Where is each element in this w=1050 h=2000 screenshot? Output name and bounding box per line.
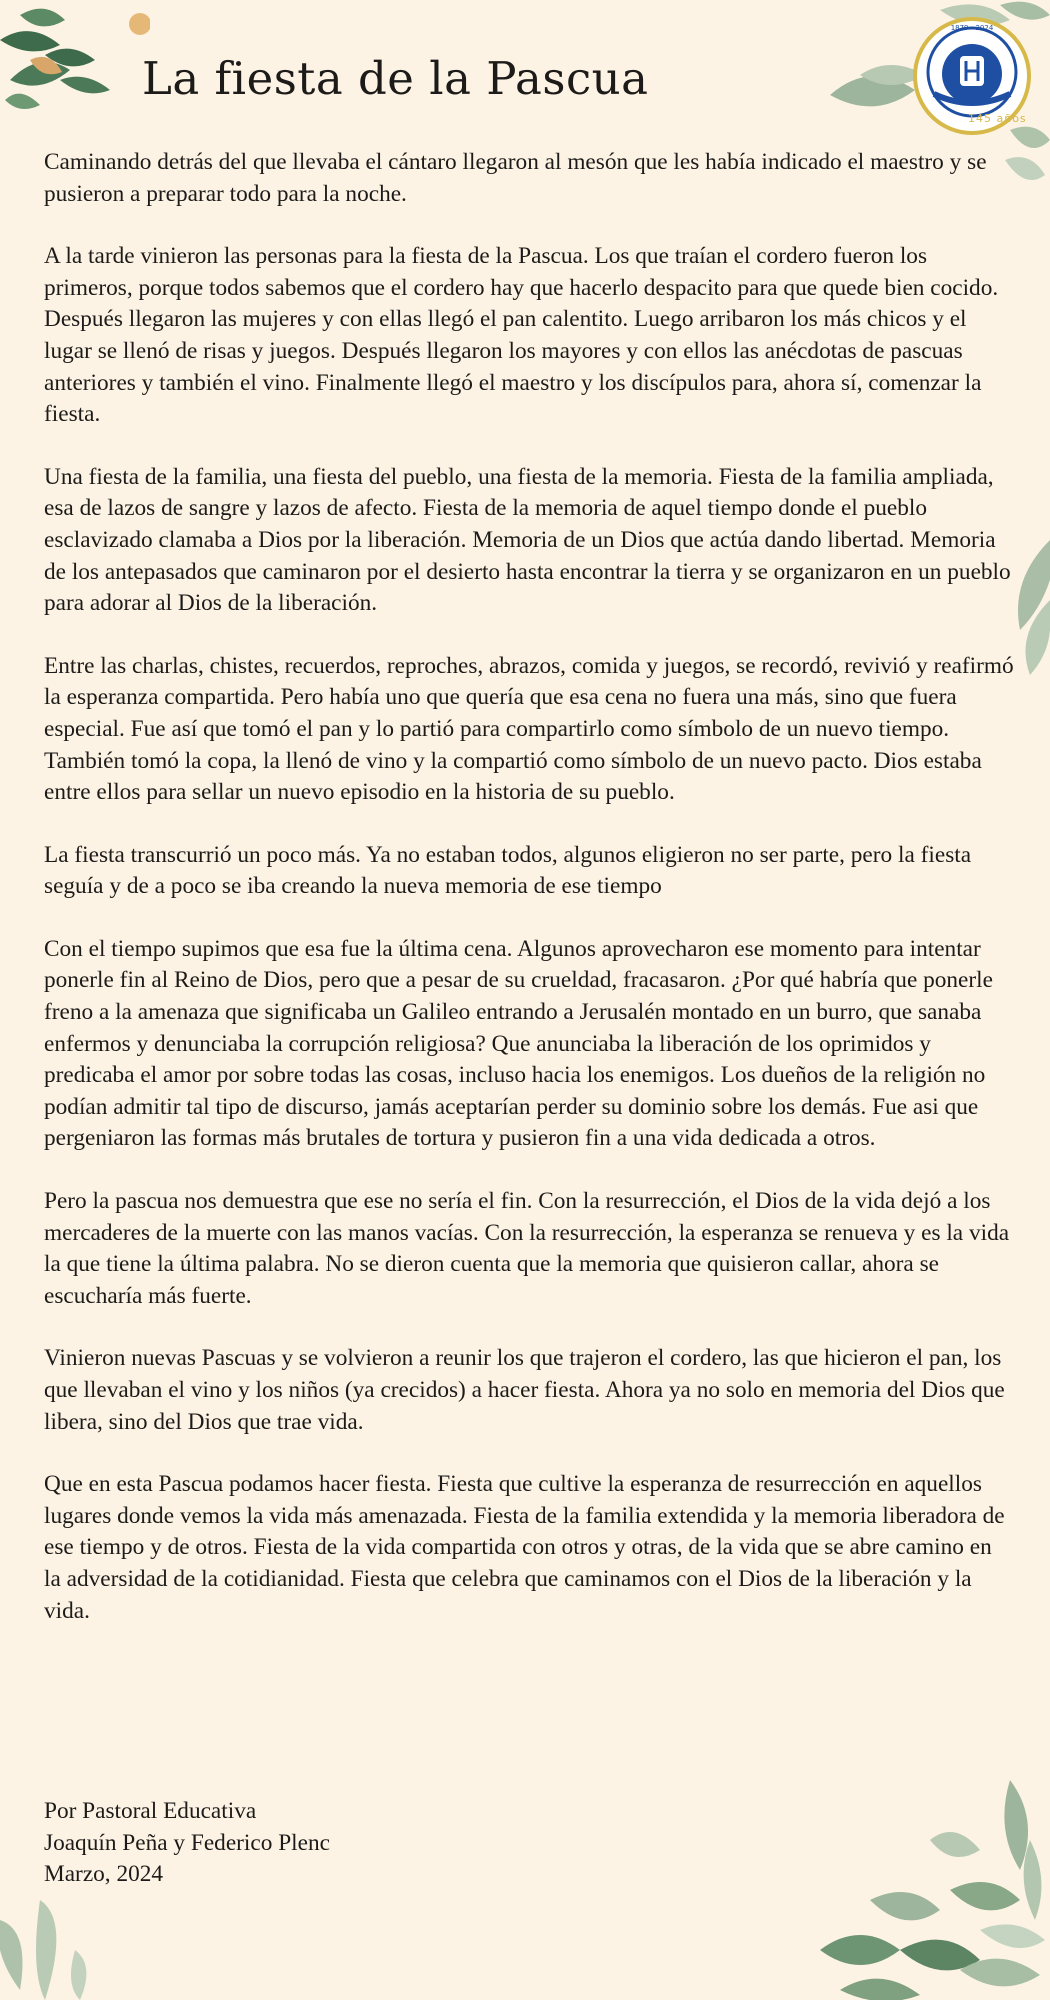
paragraph-2: A la tarde vinieron las personas para la fiesta de la Pascua. Los que traían el cordero fueron los primeros, porque todos sabemos que el cordero hay que hacerlo despacito para que quede bien cocido. Después llegaron las mujeres y con ellas llegó el pan calentito. Luego arribaron los más chicos y el lugar se llenó de risas y juegos. Después llegaron los mayores y con ellos las anécdotas de pascuas anteriores y también el vino. Finalmente llegó el maestro y los discípulos para, ahora sí, comenzar la fiesta. [44, 243, 999, 428]
article-body [44, 147, 1014, 1658]
badge-years: 1879 - 2024 [950, 24, 994, 32]
leaves-bottom-left-decoration [0, 1890, 100, 2000]
badge-anniversary: 145 años [968, 112, 1027, 125]
paragraph-8: Vinieron nuevas Pascuas y se volvieron a reunir los que trajeron el cordero, las que hicieron el pan, los que llevaban el vino y los niños (ya crecidos) a hacer fiesta. Ahora ya no solo en memoria del Dios que libera, sino del Dios que trae vida. [44, 1345, 1005, 1435]
paragraph-4: Entre las charlas, chistes, recuerdos, reproches, abrazos, comida y juegos, se recordó, revivió y reafirmó la esperanza compartida. Pero había uno que quería que esa cena no fuera una más, sino que fuera especial. Fue así que tomó el pan y lo partió para compartirlo como símbolo de un nuevo tiempo. También tomó la copa, la llenó de vino y la compartió como símbolo de un nuevo pacto. Dios estaba entre ellos para sellar un nuevo episodio en la historia de su pueblo. [44, 652, 1014, 806]
paragraph-3: Una fiesta de la familia, una fiesta del pueblo, una fiesta de la memoria. Fiesta de la familia ampliada, esa de lazos de sangre y lazos de afecto. Fiesta de la memoria de aquel tiempo donde el pueblo esclavizado clamaba a Dios por la liberación. Memoria de un Dios que actúa dando libertad. Memoria de los antepasados que caminaron por el desierto hasta encontrar la tierra y se organizaron en un pueblo para adorar al Dios de la liberación. [44, 463, 1011, 617]
paragraph-9: Que en esta Pascua podamos hacer fiesta. Fiesta que cultive la esperanza de resurrección en aquellos lugares donde vemos la vida más amenazada. Fiesta de la familia extendida y la memoria liberadora de ese tiempo y de otros. Fiesta de la vida compartida con otros y otras, de la vida que se abre camino en la adversidad de la cotidianidad. Fiesta que celebra que caminamos con el Dios de la liberación y la vida. [44, 1471, 1005, 1624]
paragraph-1: Caminando detrás del que llevaba el cántaro llegaron al mesón que les había indicado el maestro y se pusieron a preparar todo para la noche. [44, 149, 987, 207]
paragraph-5: La fiesta transcurrió un poco más. Ya no estaban todos, algunos eligieron no ser parte, pero la fiesta seguía y de a poco se iba creando la nueva memoria de ese tiempo [44, 841, 972, 900]
paragraph-6: Con el tiempo supimos que esa fue la última cena. Algunos aprovecharon ese momento para intentar ponerle fin al Reino de Dios, pero que a pesar de su crueldad, fracasaron. ¿Por qué habría que ponerle freno a la amenaza que significaba un Galileo entrando a Jerusalén montado en un burro, que sanaba enfermos y denunciaba la corrupción religiosa? Que anunciaba la liberación de los oprimidos y predicaba el amor por sobre todas las cosas, incluso hacia los enemigos. Los dueños de la religión no podían admitir tal tipo de discurso, jamás aceptarían perder su dominio sobre los demás. Fue asi que pergeniaron las formas más brutales de tortura y pusieron fin a una vida dedicada a otros. [44, 935, 993, 1152]
leaves-bottom-right-decoration [780, 1780, 1050, 2000]
leaves-top-left-decoration [0, 0, 150, 120]
signature-block [44, 1796, 330, 1891]
signature-department: Por Pastoral Educativa [44, 1798, 257, 1824]
signature-date: Marzo, 2024 [44, 1861, 164, 1888]
paragraph-7: Pero la pascua nos demuestra que ese no sería el fin. Con la resurrección, el Dios de la vida dejó a los mercaderes de la muerte con las manos vacías. Con la resurrección, la esperanza se renueva y es la vida la que tiene la última palabra. No se dieron cuenta que la memoria que quisieron callar, ahora se escucharía más fuerte. [44, 1188, 1010, 1309]
signature-authors: Joaquín Peña y Federico Plenc [44, 1829, 330, 1856]
page-title: La fiesta de la Pascua [142, 52, 649, 105]
